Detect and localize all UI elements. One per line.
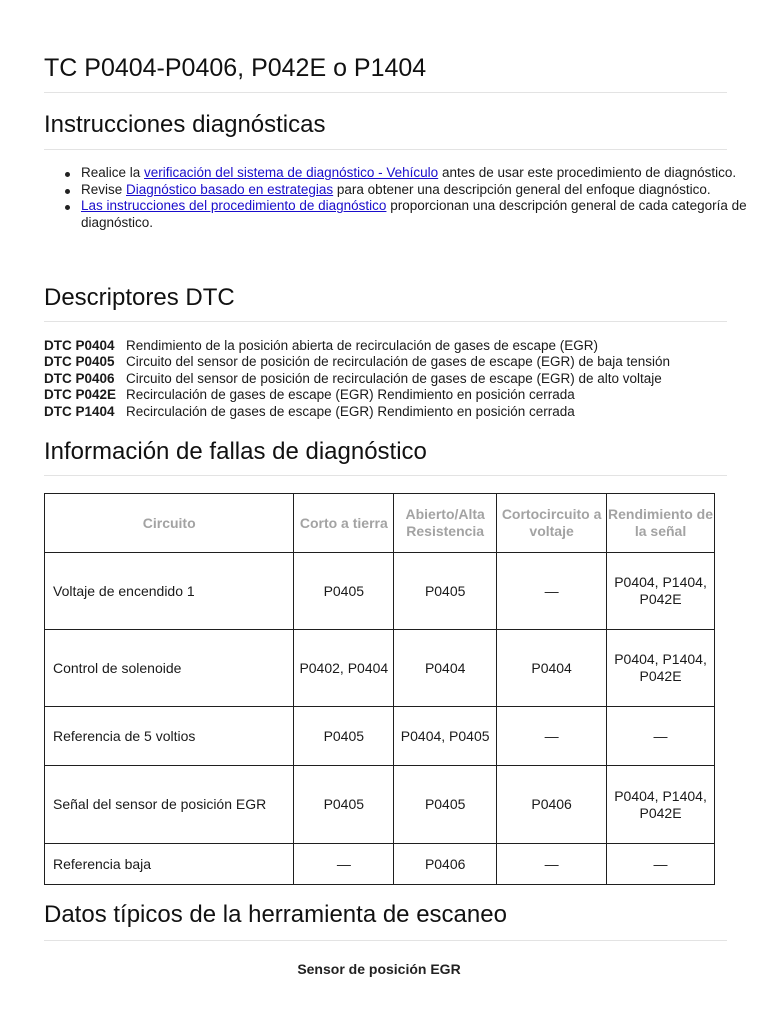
table-row	[45, 707, 715, 766]
table-cell: Voltaje de encendido 1	[45, 553, 294, 630]
divider	[44, 321, 727, 322]
table-cell: —	[607, 707, 715, 766]
table-row	[45, 766, 715, 844]
table-cell: —	[497, 553, 607, 630]
table-cell: P0404, P1404, P042E	[607, 766, 715, 844]
column-header: Abierto/Alta Resistencia	[394, 494, 497, 553]
list-item	[81, 182, 761, 199]
table-cell: P0406	[394, 844, 497, 885]
table-cell: Referencia de 5 voltios	[45, 707, 294, 766]
table-cell: P0405	[394, 553, 497, 630]
dtc-row	[44, 387, 670, 403]
page-title: TC P0404-P0406, P042E o P1404	[44, 54, 427, 82]
fault-table	[44, 493, 715, 885]
table-cell: P0405	[294, 766, 394, 844]
column-header: Cortocircuito a voltaje	[497, 494, 607, 553]
instruction-text: Realice la	[81, 165, 145, 180]
table-cell: P0405	[294, 553, 394, 630]
dtc-description: Recirculación de gases de escape (EGR) Rendimiento en posición cerrada	[126, 387, 575, 403]
dtc-code: DTC P0405	[44, 354, 115, 370]
dtc-row	[44, 338, 670, 354]
table-cell: —	[607, 844, 715, 885]
table-header-row	[45, 494, 715, 553]
table-cell: P0404, P1404, P042E	[607, 553, 715, 630]
instruction-text: antes de usar este procedimiento de diagnóstico.	[438, 165, 737, 180]
divider	[44, 149, 727, 150]
dtc-code: DTC P1404	[44, 403, 115, 419]
table-cell: Referencia baja	[45, 844, 294, 885]
instruction-text: Revise	[81, 181, 127, 197]
column-header: Corto a tierra	[294, 494, 394, 553]
divider	[44, 92, 727, 93]
instruction-text: proporcionan una descripción general de cada categoría de diagnóstico.	[81, 198, 747, 230]
column-header: Rendimiento de la señal	[607, 494, 715, 553]
table-cell: P0404	[394, 630, 497, 707]
dtc-code: DTC P042E	[44, 387, 117, 403]
list-item	[81, 198, 761, 231]
table-cell: —	[294, 844, 394, 885]
link-strategy-diagnosis[interactable]: Diagnóstico basado en estrategias	[126, 181, 334, 197]
table-cell: —	[497, 707, 607, 766]
divider	[44, 475, 727, 476]
list-item	[81, 165, 761, 182]
dtc-code: DTC P0406	[44, 370, 115, 386]
table-cell: P0406	[497, 766, 607, 844]
section-title-descriptors: Descriptores DTC	[44, 284, 235, 311]
table-cell: Control de solenoide	[45, 630, 294, 707]
dtc-description: Circuito del sensor de posición de recirculación de gases de escape (EGR) de alto voltaje	[126, 370, 662, 386]
instructions-list	[44, 165, 761, 231]
table-row	[45, 844, 715, 885]
link-system-check[interactable]: verificación del sistema de diagnóstico - Vehículo	[144, 165, 439, 180]
dtc-code: DTC P0404	[44, 338, 115, 353]
table-cell: P0402, P0404	[294, 630, 394, 707]
dtc-description: Rendimiento de la posición abierta de recirculación de gases de escape (EGR)	[126, 338, 599, 353]
dtc-description: Circuito del sensor de posición de recirculación de gases de escape (EGR) de baja tensión	[126, 354, 671, 370]
table-cell: P0404, P0405	[394, 707, 497, 766]
table-row	[45, 553, 715, 630]
table-cell: P0405	[394, 766, 497, 844]
dtc-description: Recirculación de gases de escape (EGR) Rendimiento en posición cerrada	[126, 403, 575, 419]
table-row	[45, 630, 715, 707]
dtc-list	[44, 338, 670, 420]
divider	[44, 940, 727, 941]
instruction-text: para obtener una descripción general del enfoque diagnóstico.	[333, 181, 711, 197]
dtc-row	[44, 404, 670, 420]
scan-subtitle: Sensor de posición EGR	[297, 961, 461, 977]
section-title-instructions: Instrucciones diagnósticas	[44, 111, 326, 138]
column-header: Circuito	[45, 494, 294, 553]
link-procedure-instructions[interactable]: Las instrucciones del procedimiento de diagnóstico	[81, 198, 387, 214]
dtc-row	[44, 354, 670, 370]
table-cell: P0404	[497, 630, 607, 707]
table-cell: P0405	[294, 707, 394, 766]
table-cell: Señal del sensor de posición EGR	[45, 766, 294, 844]
dtc-row	[44, 371, 670, 387]
table-cell: P0404, P1404, P042E	[607, 630, 715, 707]
section-title-scan: Datos típicos de la herramienta de escaneo	[44, 901, 507, 928]
table-cell: —	[497, 844, 607, 885]
section-title-faults: Información de fallas de diagnóstico	[44, 438, 427, 465]
